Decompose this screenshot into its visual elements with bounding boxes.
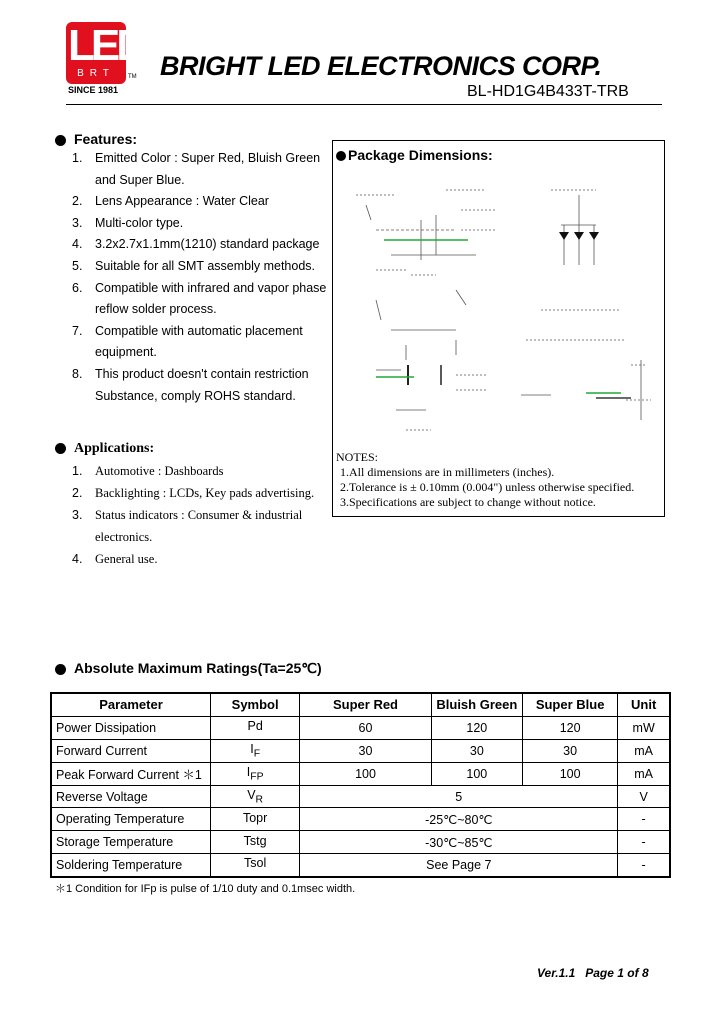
table-row	[51, 739, 670, 762]
param-cell: Storage Temperature	[51, 831, 211, 854]
list-item	[72, 148, 332, 191]
dimension-lines	[521, 310, 651, 420]
ratings-title: Absolute Maximum Ratings(Ta=25℃)	[74, 660, 322, 676]
symbol-cell: $I_F$	[211, 739, 300, 762]
param-cell: Forward Current	[51, 739, 211, 762]
since-year: SINCE 1981	[68, 85, 119, 95]
table-row	[51, 762, 670, 785]
list-item	[72, 256, 332, 278]
value-cell: 120	[431, 716, 522, 739]
unit-cell: V	[618, 785, 670, 808]
merged-value-cell: 5	[300, 785, 618, 808]
merged-value-cell: -25℃~80℃	[300, 808, 618, 831]
note-line: 1.All dimensions are in millimeters (inches).	[340, 465, 555, 479]
column-header: Unit	[618, 693, 670, 716]
item-text: Compatible with automatic placement equipment.	[95, 323, 303, 360]
param-cell: Power Dissipation	[51, 716, 211, 739]
column-header: Parameter	[51, 693, 211, 716]
item-number: 6.	[72, 280, 83, 295]
value-cell: 30	[300, 739, 431, 762]
column-header: Super Red	[300, 693, 431, 716]
table-row	[51, 808, 670, 831]
side-view-drawing	[376, 290, 466, 360]
symbol-cell: Tsol	[211, 854, 300, 877]
param-cell: Reverse Voltage	[51, 785, 211, 808]
logo-subtext: BRT	[77, 68, 115, 79]
item-text: Compatible with infrared and vapor phase reflow solder process.	[95, 280, 327, 317]
item-text: Suitable for all SMT assembly methods.	[95, 258, 316, 273]
item-text: Status indicators : Consumer & industrial electronics.	[95, 508, 303, 544]
unit-cell: -	[618, 831, 670, 854]
package-drawing	[336, 180, 661, 445]
unit-cell: mA	[618, 762, 670, 785]
item-number: 7.	[72, 323, 83, 338]
features-title: Features:	[74, 131, 138, 147]
list-item	[72, 504, 332, 548]
part-number: BL-HD1G4B433T-TRB	[467, 83, 629, 100]
item-text: This product doesn't contain restriction Substance, comply ROHS standard.	[95, 366, 309, 403]
item-text: Lens Appearance : Water Clear	[95, 194, 269, 209]
note-line: 2.Tolerance is ± 0.10mm (0.004") unless otherwise specified.	[340, 480, 635, 494]
item-number: 1.	[72, 151, 83, 165]
symbol-cell: $I_{FP}$	[211, 762, 300, 785]
ratings-heading	[55, 660, 322, 677]
note-line: 3.Specifications are subject to change without notice.	[340, 495, 596, 509]
package-heading	[336, 147, 493, 163]
item-text: Multi-color type.	[95, 215, 184, 230]
merged-value-cell: See Page 7	[300, 854, 618, 877]
logo-trademark: TM	[128, 74, 137, 80]
table-header-row	[51, 693, 670, 716]
item-number: 3.	[72, 215, 83, 230]
page-footer: Ver.1.1 Page 1 of 8	[537, 966, 649, 980]
item-number: 2.	[72, 486, 83, 500]
unit-cell: -	[618, 808, 670, 831]
list-item	[72, 460, 332, 482]
item-text: General use.	[95, 552, 158, 566]
item-text: Emitted Color : Super Red, Bluish Green and Super Blue.	[95, 151, 321, 187]
bullet-icon	[55, 443, 66, 454]
ratings-footnote: ＊1 Condition for IFp is pulse of 1/10 duty and 0.1msec width.	[55, 883, 356, 895]
symbol-cell: $V_R$	[211, 785, 300, 808]
table-row	[51, 785, 670, 808]
item-number: 3.	[72, 508, 83, 522]
list-item	[72, 548, 332, 570]
list-item	[72, 321, 332, 364]
column-header: Super Blue	[522, 693, 617, 716]
table-row	[51, 854, 670, 877]
symbol-cell: Topr	[211, 808, 300, 831]
bottom-view-drawing	[376, 365, 486, 430]
unit-cell: -	[618, 854, 670, 877]
bullet-icon	[336, 151, 346, 161]
package-title: Package Dimensions:	[348, 147, 493, 163]
list-item	[72, 482, 332, 504]
features-list	[72, 148, 332, 407]
symbol-cell: Tstg	[211, 831, 300, 854]
bullet-icon	[55, 664, 66, 675]
symbol-cell: Pd	[211, 716, 300, 739]
item-number: 5.	[72, 258, 83, 273]
param-cell: Soldering Temperature	[51, 854, 211, 877]
value-cell: 30	[522, 739, 617, 762]
item-text: 3.2x2.7x1.1mm(1210) standard package	[95, 237, 320, 252]
item-number: 4.	[72, 552, 83, 566]
list-item	[72, 213, 332, 235]
unit-cell: mW	[618, 716, 670, 739]
value-cell: 100	[522, 762, 617, 785]
top-view-drawing	[356, 190, 496, 275]
notes-title: NOTES:	[336, 450, 378, 464]
table-row	[51, 716, 670, 739]
ratings-table	[50, 692, 671, 878]
item-number: 2.	[72, 194, 83, 209]
company-name: BRIGHT LED ELECTRONICS CORP.	[160, 51, 602, 81]
logo-letters: LED	[68, 21, 144, 70]
item-number: 8.	[72, 366, 83, 381]
value-cell: 30	[431, 739, 522, 762]
column-header: Symbol	[211, 693, 300, 716]
diode-triangles	[559, 232, 599, 240]
value-cell: 100	[300, 762, 431, 785]
company-logo	[66, 21, 144, 86]
features-heading	[55, 131, 137, 147]
applications-heading	[55, 441, 154, 457]
green-guide-lines	[376, 240, 621, 393]
applications-list	[72, 460, 332, 570]
item-text: Automotive : Dashboards	[95, 464, 224, 478]
item-number: 4.	[72, 237, 83, 252]
bullet-icon	[55, 135, 66, 146]
package-notes	[336, 450, 634, 510]
column-header: Bluish Green	[431, 693, 522, 716]
merged-value-cell: -30℃~85℃	[300, 831, 618, 854]
param-cell: Operating Temperature	[51, 808, 211, 831]
table-row	[51, 831, 670, 854]
item-text: Backlighting : LCDs, Key pads advertising.	[95, 486, 315, 500]
list-item	[72, 191, 332, 213]
value-cell: 120	[522, 716, 617, 739]
item-number: 1.	[72, 464, 83, 478]
value-cell: 60	[300, 716, 431, 739]
value-cell: 100	[431, 762, 522, 785]
header-rule	[66, 104, 662, 105]
circuit-diagram	[551, 190, 596, 265]
param-cell: Peak Forward Current ＊1	[51, 762, 211, 785]
list-item	[72, 234, 332, 256]
unit-cell: mA	[618, 739, 670, 762]
list-item	[72, 364, 332, 407]
applications-title: Applications:	[74, 441, 155, 456]
list-item	[72, 278, 332, 321]
